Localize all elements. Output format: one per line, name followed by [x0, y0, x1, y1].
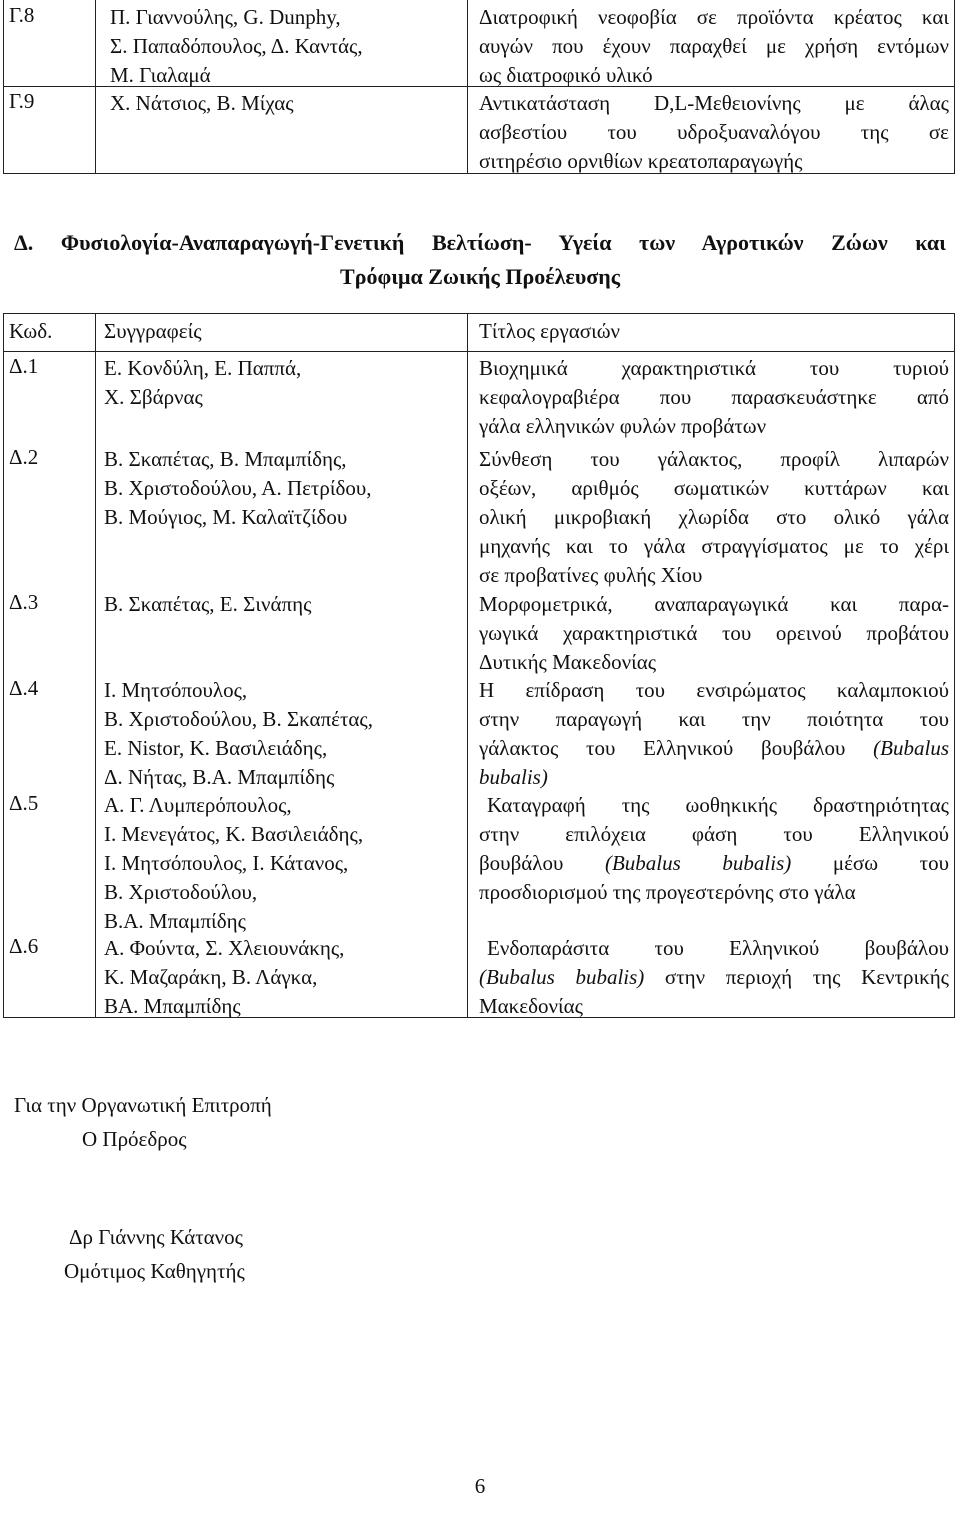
- row-authors: Ε. Κονδύλη, Ε. Παππά, Χ. Σβάρνας: [104, 356, 302, 409]
- column-divider: [95, 0, 96, 173]
- header-divider: [4, 351, 954, 352]
- row-title: Βιοχημικά χαρακτηριστικά του τυριού κεφαλογραβιέρα που παρασκευάστηκε από γάλα ελληνικών φυλών προβάτων: [479, 356, 949, 438]
- row-authors: Χ. Νάτσιος, Β. Μίχας: [110, 91, 294, 115]
- header-code: Κωδ.: [9, 319, 53, 343]
- header-authors: Συγγραφείς: [104, 319, 202, 343]
- page-number: 6: [474, 1474, 486, 1498]
- chair-line: Ο Πρόεδρος: [82, 1127, 187, 1151]
- continued-papers-table: [3, 0, 955, 174]
- row-code: Δ.6: [9, 934, 39, 958]
- row-code: Δ.4: [9, 676, 39, 700]
- row-title: Μορφομετρικά, αναπαραγωγικά και παρα- γωγικά χαρακτηριστικά του ορεινού προβάτου Δυτικής Μακεδονίας: [479, 592, 949, 674]
- signatory-role: Ομότιμος Καθηγητής: [64, 1259, 245, 1283]
- signatory-name: Δρ Γιάννης Κάτανος: [69, 1225, 243, 1249]
- row-code: Δ.1: [9, 354, 39, 378]
- column-divider: [467, 0, 468, 173]
- section-heading: Δ. Φυσιολογία-Αναπαραγωγή-Γενετική Βελτίωση- Υγεία των Αγροτικών Ζώων και Τρόφιμα Ζωικής Προέλευσης: [14, 230, 946, 289]
- papers-table: [3, 313, 955, 1018]
- row-title: Αντικατάσταση D,L-Μεθειονίνης με άλας ασβεστίου του υδροξυαναλόγου της σε σιτηρέσιο ορνιθίων κρεατοπαραγωγής: [479, 91, 949, 173]
- row-title: Διατροφική νεοφοβία σε προϊόντα κρέατος και αυγών που έχουν παραχθεί με χρήση εντόμων ως διατροφικό υλικό: [479, 5, 949, 87]
- row-title: Καταγραφή της ωοθηκικής δραστηριότητας στην επιλόχεια φάση του Ελληνικού βουβάλου (Bubalus bubalis) μέσω του προσδιορισμού της προγεστερόνης στο γάλα: [479, 793, 950, 904]
- row-authors: Π. Γιαννούλης, G. Dunphy, Σ. Παπαδόπουλος, Δ. Καντάς, Μ. Γιαλαμά: [110, 5, 363, 87]
- row-title: Ενδοπαράσιτα του Ελληνικού βουβάλου (Bubalus bubalis) στην περιοχή της Κεντρικής Μακεδονίας: [479, 936, 949, 1018]
- row-code: Δ.2: [9, 445, 39, 469]
- row-authors: Β. Σκαπέτας, Β. Μπαμπίδης, Β. Χριστοδούλου, Α. Πετρίδου, Β. Μούγιος, Μ. Καλαϊτζίδου: [104, 447, 372, 529]
- column-divider: [467, 314, 468, 1017]
- row-code: Γ.9: [9, 89, 35, 113]
- row-code: Γ.8: [9, 3, 35, 27]
- row-code: Δ.3: [9, 590, 39, 614]
- row-title: Η επίδραση του ενσιρώματος καλαμποκιού στην παραγωγή και την ποιότητα του γάλακτος του Ελληνικού βουβάλου (Bubalus bubalis): [479, 678, 949, 789]
- signature-block: [14, 1088, 272, 1288]
- row-authors: Β. Σκαπέτας, Ε. Σινάπης: [104, 592, 312, 616]
- header-title: Τίτλος εργασιών: [479, 319, 621, 343]
- committee-line: Για την Οργανωτική Επιτροπή: [14, 1093, 272, 1117]
- row-title: Σύνθεση του γάλακτος, προφίλ λιπαρών οξέων, αριθμός σωματικών κυττάρων και ολική μικροβιακή χλωρίδα στο ολικό γάλα μηχανής και το γάλα στραγγίσματος με το χέρι σε προβατίνες φυλής Χίου: [479, 447, 949, 587]
- column-divider: [95, 314, 96, 1017]
- row-authors: Α. Γ. Λυμπερόπουλος, Ι. Μενεγάτος, Κ. Βασιλειάδης, Ι. Μητσόπουλος, Ι. Κάτανος, Β. Χριστοδούλου, Β.Α. Μπαμπίδης: [104, 793, 364, 933]
- row-authors: Α. Φούντα, Σ. Χλειουνάκης, Κ. Μαζαράκη, Β. Λάγκα, ΒΑ. Μπαμπίδης: [104, 936, 345, 1018]
- row-code: Δ.5: [9, 791, 39, 815]
- row-authors: Ι. Μητσόπουλος, Β. Χριστοδούλου, Β. Σκαπέτας, E. Nistor, Κ. Βασιλειάδης, Δ. Νήτας, Β.Α. Μπαμπίδης: [104, 678, 373, 789]
